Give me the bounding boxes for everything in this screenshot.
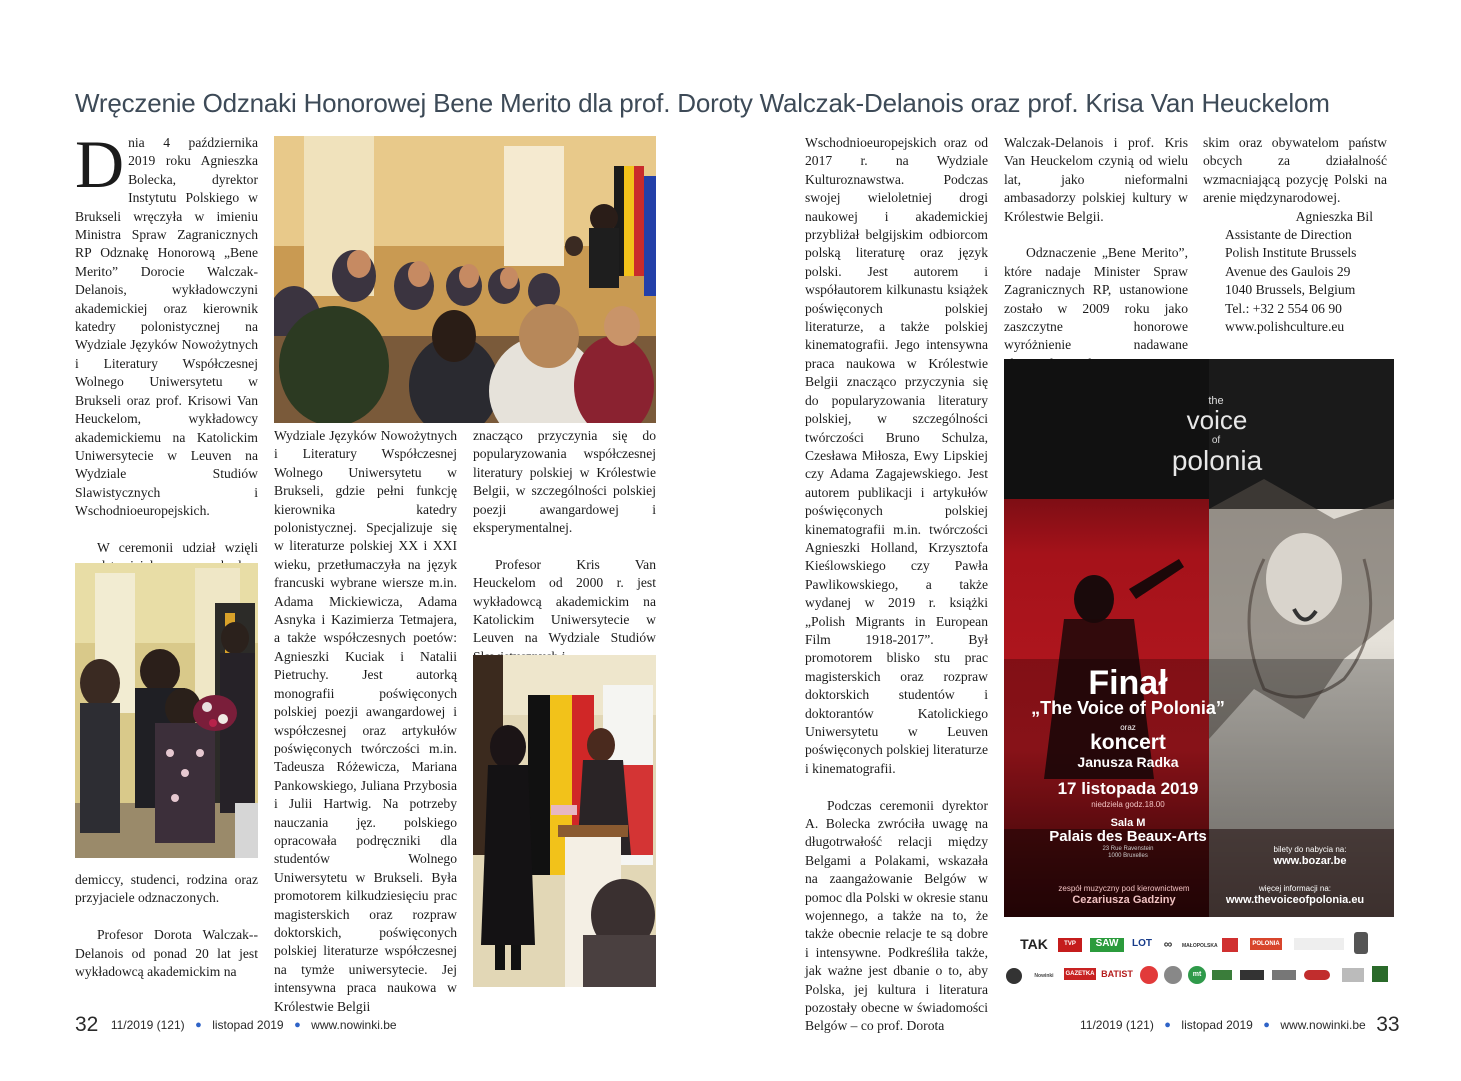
poster-date: 17 listopada 2019: [1057, 779, 1199, 798]
logo-emblem-5: [1272, 970, 1296, 980]
paragraph: demiccy, studenci, rodzina oraz przyjaciele odznaczonych.: [75, 872, 258, 906]
paragraph: Profesor Dorota Walczak--Delanois od ponad 20 lat jest wykładowcą akademickim na: [75, 927, 258, 980]
bullet-icon: ●: [1164, 1019, 1171, 1031]
drop-cap: D: [75, 126, 125, 202]
poster-band-label: zespół muzyczny pod kierownictwem: [1058, 884, 1190, 893]
text-column-2: [274, 427, 457, 1016]
poster-final: Finał: [1088, 664, 1168, 702]
poster-tickets-url: www.bozar.be: [1273, 855, 1347, 867]
text-column-3: [473, 427, 656, 666]
signature-line: Avenue des Gaulois 29: [1225, 263, 1351, 279]
logo-saw: SAW: [1090, 938, 1124, 952]
logo-crest: [1354, 932, 1368, 954]
site-link[interactable]: www.nowinki.be: [1280, 1018, 1366, 1032]
paragraph: Podczas ceremonii dyrektor A. Bolecka zwróciła uwagę na długotrwałość relacji między Belgami a Polakami, wskazała na zaangażowanie Belgów w pomoc dla Polski w okresie stanu wojennego, a także na to, że także obecnie relacje te są dobre i intensywne. Podkreśliła także, jak ważne jest dbanie o to, aby Polska, jej kultura i literatura pozostały obecne w świadomości Belgów – co prof. Dorota: [805, 797, 988, 1034]
site-link[interactable]: www.nowinki.be: [311, 1018, 397, 1032]
award-ceremony-photo: [473, 655, 656, 987]
footer-right: [1080, 1013, 1400, 1037]
logo-gazetka: GAZETKA: [1064, 968, 1096, 980]
signature-line: Tel.: +32 2 554 06 90: [1225, 300, 1342, 316]
logo-emblem-2: [1294, 938, 1344, 950]
ceremony-photo-flowers: [75, 563, 258, 858]
footer-left: [75, 1013, 397, 1037]
logo-infinity: ∞: [1163, 937, 1173, 951]
poster-band-leader: Cezariusza Gadziny: [1072, 894, 1176, 906]
page-number: 32: [75, 1013, 99, 1036]
poster-final-subtitle: „The Voice of Polonia”: [1031, 698, 1225, 718]
bullet-icon: ●: [195, 1019, 202, 1031]
poster-address-1: 23 Rue Ravenstein: [1102, 846, 1154, 852]
poster-address-2: 1000 Bruxelles: [1108, 853, 1148, 859]
event-poster: [1004, 359, 1394, 917]
poster-oraz: oraz: [1120, 723, 1136, 732]
text-column-4: [805, 134, 988, 1036]
signature-name: Agnieszka Bil: [1295, 208, 1373, 224]
poster-tickets-label: bilety do nabycia na:: [1273, 845, 1347, 854]
poster-koncert-subtitle: Janusza Radka: [1077, 754, 1179, 770]
text-column-6: [1203, 134, 1387, 336]
page-number: 33: [1376, 1013, 1400, 1036]
sponsor-logos: [1004, 928, 1394, 988]
logo-circle-1: [1006, 968, 1022, 984]
bullet-icon: ●: [294, 1019, 301, 1031]
logo-tak: TAK: [1020, 936, 1048, 952]
signature-line: Assistante de Direction: [1225, 227, 1352, 243]
logo-emblem-6: [1304, 970, 1330, 980]
signature-link[interactable]: www.polishculture.eu: [1225, 319, 1345, 335]
poster-info-url: www.thevoiceofpolonia.eu: [1225, 894, 1365, 906]
paragraph: znacząco przyczynia się do popularyzowania współczesnej literatury polskiej w Królestwie Belgii, w szczególności polskiej poezji awangardowej i eksperymentalnej.: [473, 428, 656, 536]
logo-circle-2: [1140, 966, 1158, 984]
logo-batist: BATIST: [1101, 969, 1133, 979]
logo-malopolska: MAŁOPOLSKA: [1182, 943, 1218, 949]
logo-emblem-3: [1212, 970, 1232, 980]
poster-hall: Sala M: [1110, 817, 1146, 829]
poster-brand-the: the: [1208, 395, 1224, 407]
paragraph: Walczak-Delanois i prof. Kris Van Heuckelom czynią od wielu lat, jako nieformalni ambasadorzy polskiej kultury w Królestwie Belgii.: [1004, 135, 1188, 224]
audience-photo: [274, 136, 656, 423]
bullet-icon: ●: [1263, 1019, 1270, 1031]
article-title: Wręczenie Odznaki Honorowej Bene Merito dla prof. Doroty Walczak-Delanois oraz prof. Krisa Van Heuckelom: [75, 88, 1330, 118]
poster-brand-of: of: [1211, 435, 1221, 446]
logo-emblem-8: [1372, 966, 1388, 982]
logo-nowinki: Nowinki: [1034, 973, 1054, 979]
logo-mt: mt: [1188, 966, 1206, 984]
poster-brand-voice: voice: [1186, 405, 1248, 435]
text-column-5: [1004, 134, 1188, 373]
issue-number: 11/2019 (121): [110, 1018, 185, 1032]
paragraph: Wydziale Języków Nowożytnych i Literatury Współczesnej Wolnego Uniwersytetu w Brukseli, gdzie pełni funkcję kierownika katedry polonistycznej. Specjalizuje się w literaturze polskiej XX i XXI wieku, przetłumaczyła na język francuski wybrane wiersze m.in. Adama Mickiewicza, Adama Asnyka i Kazimierza Tetmajera, a także współczesnych poetów: Agnieszki Kuciak i Natalii Pietruchy. Jest autorką monografii poświęconych polskiej poezji awangardowej i współczesnej oraz artykułów poświęconych twórczości m.in. Tadeusza Różewicza, Mariana Pankowskiego, Juliana Przybosia i Julii Hartwig. Na potrzeby nauczania jęz. polskiego opracowała podręczniki dla studentów Wolnego Uniwersytetu w Brukseli. Była promotorem kilkudziesięciu prac magisterskich oraz rozpraw doktorskich, poświęconych polskiej literaturze współczesnej na tymże uniwersytecie. Jej intensywna praca naukowa w Królestwie Belgii: [274, 428, 457, 1014]
poster-time: niedziela godz.18.00: [1091, 800, 1165, 809]
signature-line: Polish Institute Brussels: [1225, 245, 1357, 261]
paragraph: skim oraz obywatelom państw obcych za działalność wzmacniającą pozycję Polski na arenie międzynarodowej.: [1203, 135, 1387, 206]
logo-emblem-4: [1240, 970, 1264, 980]
issue-month: listopad 2019: [1181, 1018, 1253, 1032]
paragraph: Odznaczenie „Bene Merito”, które nadaje Minister Spraw Zagranicznych RP, ustanowione zostało w 2009 roku jako zaszczytne honorowe wyróżnienie nadawane: [1004, 245, 1188, 353]
lead-paragraph: Dnia 4 października 2019 roku Agnieszka Bolecka, dyrektor Instytutu Polskiego w Brukseli wręczyła w imieniu Ministra Spraw Zagranicznych RP Odznakę Honorową „Bene Merito” Dorocie Walczak-Delanois, wykładowczyni akademickiej oraz kierownik katedry polonistycznej na Wydziale Języków Nowożytnych i Literatury Współczesnej Wolnego Uniwersytetu w Brukseli oraz prof. Krisowi Van Heuckelom, wykładowcy akademickiemu na Katolickim Uniwersytecie w Leuven na Wydziale Studiów Slawistycznych i Wschodnioeuropejskich.: [75, 126, 258, 519]
text-column-1b: [75, 871, 258, 981]
signature-line: 1040 Brussels, Belgium: [1225, 282, 1356, 298]
logo-tvp-polonia: TVP POLONIA: [1058, 938, 1082, 952]
poster-koncert: koncert: [1090, 731, 1166, 754]
logo-emblem-1: [1222, 938, 1238, 952]
poster-brand-polonia: polonia: [1171, 445, 1263, 476]
poster-info-label: więcej informacji na:: [1258, 884, 1332, 893]
text-column-1: [75, 126, 258, 594]
logo-circle-3: [1164, 966, 1182, 984]
poster-venue: Palais des Beaux-Arts: [1049, 828, 1207, 845]
logo-emblem-7: [1342, 968, 1364, 982]
logo-polonia: POLONIA: [1250, 938, 1282, 950]
paragraph: Wschodnioeuropejskich oraz od 2017 r. na Wydziale Kulturoznawstwa. Podczas swojej wieloletniej drogi naukowej i akademickiej przybliżał belgijskim odbiorcom polską literaturę oraz język polski. Jest autorem i współautorem kilkunastu książek poświęconych polskiej literaturze, a także polskiej kinematografii. Jego intensywna praca naukowa w Królestwie Belgii znacząco przyczynia się do popularyzowania literatury polskiej, w szczególności twórczości Bruno Schulza, Czesława Miłosza, Ewy Lipskiej czy Adama Zagajewskiego. Jest autorem publikacji i artykułów poświęconych polskiej kinematografii m.in. twórczości Agnieszki Holland, Krzysztofa Kieślowskiego czy Pawła Pawlikowskiego, a także wydanej w 2019 r. książki „Polish Migrants in European Film 1918-2017”. Był promotorem blisko stu prac magisterskich oraz rozpraw doktorskich studentów i doktorantów Katolickiego Uniwersytetu w Leuven poświęconych polskiej literaturze i kinematografii.: [805, 135, 988, 776]
logo-lot: LOT: [1132, 938, 1152, 949]
paragraph: Profesor Kris Van Heuckelom od 2000 r. jest wykładowcą akademickim na Katolickim Uniwersytecie w Leuven na Wydziale Studiów: [473, 556, 656, 646]
issue-number: 11/2019 (121): [1080, 1018, 1154, 1032]
issue-month: listopad 2019: [212, 1018, 284, 1032]
paragraph: W ceremonii udział wzięli: [97, 539, 258, 555]
